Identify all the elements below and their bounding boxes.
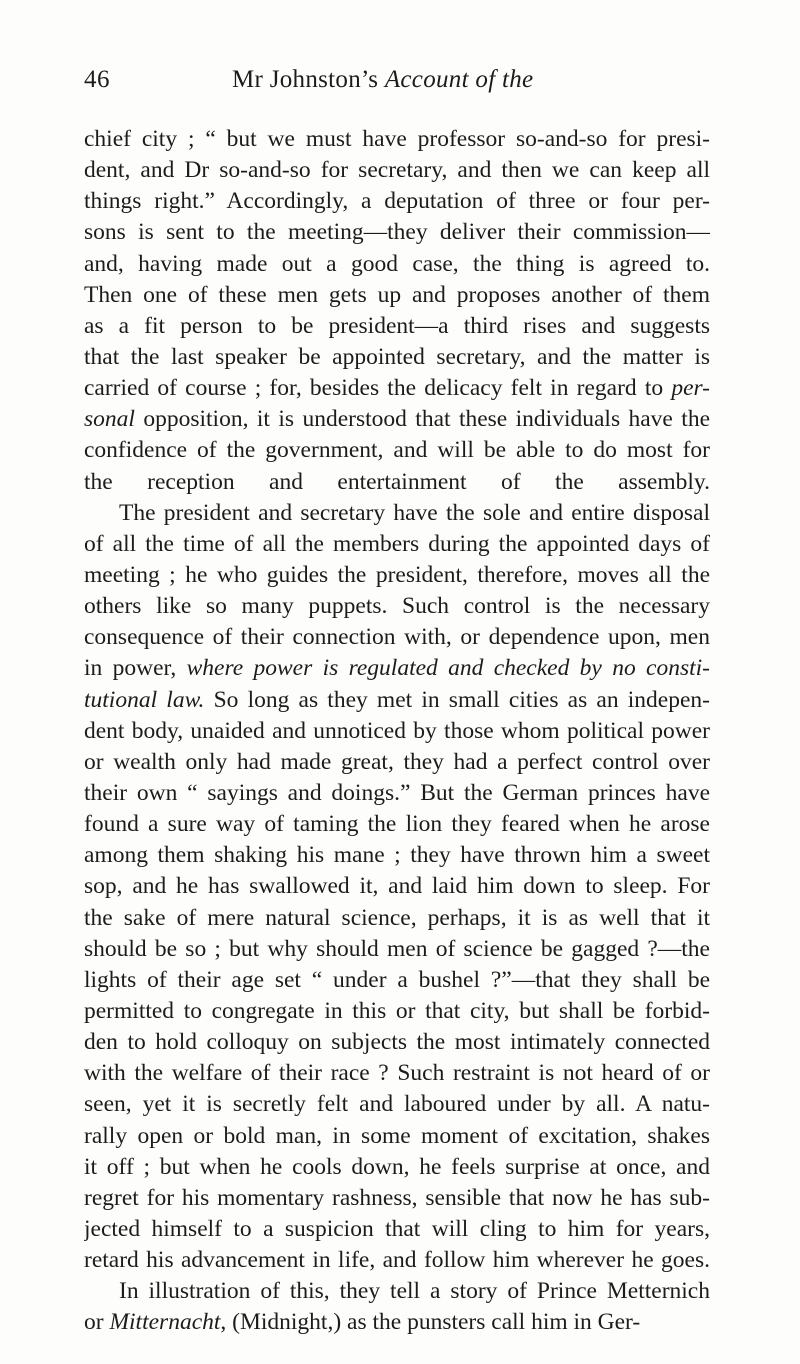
text-line: The president and secretary have the sole and entire disposal — [119, 499, 710, 526]
text-line: the sake of mere natural science, perhaps, it is as well that it — [84, 904, 710, 931]
text-line: with the welfare of their race ? Such restraint is not heard of or — [84, 1060, 710, 1087]
text-line: permitted to congregate in this or that city, but shall be forbid- — [84, 997, 710, 1024]
text-line: rally open or bold man, in some moment of excitation, shakes — [84, 1122, 710, 1149]
running-head-italic: Account of the — [384, 66, 534, 93]
text-line — [84, 653, 710, 684]
text-line: sons is sent to the meeting—they deliver their commission— — [84, 219, 710, 246]
text-line — [84, 404, 710, 435]
text-line: their own “ sayings and doings.” But the German princes have — [84, 779, 710, 806]
running-head-roman: Mr Johnston’s — [232, 66, 385, 93]
text-line: chief city ; “ but we must have professor so-and-so for presi- — [84, 126, 710, 152]
text-line: retard his advancement in life, and follow him wherever he goes. — [84, 1247, 710, 1274]
roman-text: opposition, it is understood that these individuals have the — [134, 406, 710, 433]
text-line: others like so many puppets. Such control is the necessary — [84, 593, 710, 620]
roman-text: in power, — [84, 655, 187, 682]
text-line: sop, and he has swallowed it, and laid him down to sleep. For — [84, 873, 710, 900]
text-line: among them shaking his mane ; they have thrown him a sweet — [84, 842, 710, 869]
text-line: regret for his momentary rashness, sensible that now he has sub- — [84, 1184, 710, 1211]
body-text — [84, 124, 710, 1338]
italic-text: where power is regulated and checked by no consti- — [186, 655, 710, 682]
running-head — [232, 66, 533, 94]
text-line: jected himself to a suspicion that will cling to him for years, — [84, 1215, 710, 1242]
text-line: that the last speaker be appointed secretary, and the matter is — [84, 343, 710, 370]
text-line: confidence of the government, and will be able to do most for — [84, 437, 710, 464]
text-line: as a fit person to be president—a third rises and suggests — [84, 312, 710, 339]
roman-text: or — [84, 1309, 110, 1336]
text-line: found a sure way of taming the lion they feared when he arose — [84, 811, 710, 838]
text-line: things right.” Accordingly, a deputation of three or four per- — [84, 188, 710, 215]
italic-text: sonal — [84, 406, 135, 433]
italic-text: tutional law. — [84, 686, 205, 713]
text-line — [84, 1307, 710, 1338]
roman-text: carried of course ; for, besides the delicacy felt in regard to — [84, 375, 672, 402]
text-line: dent, and Dr so-and-so for secretary, and then we can keep all — [84, 157, 710, 184]
text-line — [84, 685, 710, 716]
text-line: or wealth only had made great, they had a perfect control over — [84, 748, 710, 775]
text-line: of all the time of all the members during the appointed days of — [84, 530, 710, 557]
italic-text: per- — [671, 375, 710, 402]
page-header — [0, 66, 800, 102]
page-number: 46 — [84, 66, 110, 93]
text-line: meeting ; he who guides the president, therefore, moves all the — [84, 561, 710, 588]
text-line: dent body, unaided and unnoticed by those whom political power — [84, 717, 710, 744]
italic-text: Mitternacht — [109, 1309, 221, 1336]
text-line: and, having made out a good case, the thing is agreed to. — [84, 250, 710, 277]
text-line — [84, 373, 710, 404]
roman-text: So long as they met in small cities as an indepen- — [204, 686, 710, 713]
text-line: In illustration of this, they tell a story of Prince Metternich — [119, 1278, 710, 1305]
text-line: lights of their age set “ under a bushel ?”—that they shall be — [84, 966, 710, 993]
text-line: Then one of these men gets up and proposes another of them — [84, 281, 710, 308]
text-line: it off ; but when he cools down, he feels surprise at once, and — [84, 1153, 710, 1180]
text-line: consequence of their connection with, or dependence upon, men — [84, 624, 710, 651]
text-line: the reception and entertainment of the assembly. — [84, 468, 710, 495]
text-line: den to hold colloquy on subjects the most intimately connected — [84, 1029, 710, 1056]
roman-text: , (Midnight,) as the punsters call him in Ger- — [220, 1309, 641, 1336]
text-line: seen, yet it is secretly felt and laboured under by all. A natu- — [84, 1091, 710, 1118]
text-line: should be so ; but why should men of science be gagged ?—the — [84, 935, 710, 962]
